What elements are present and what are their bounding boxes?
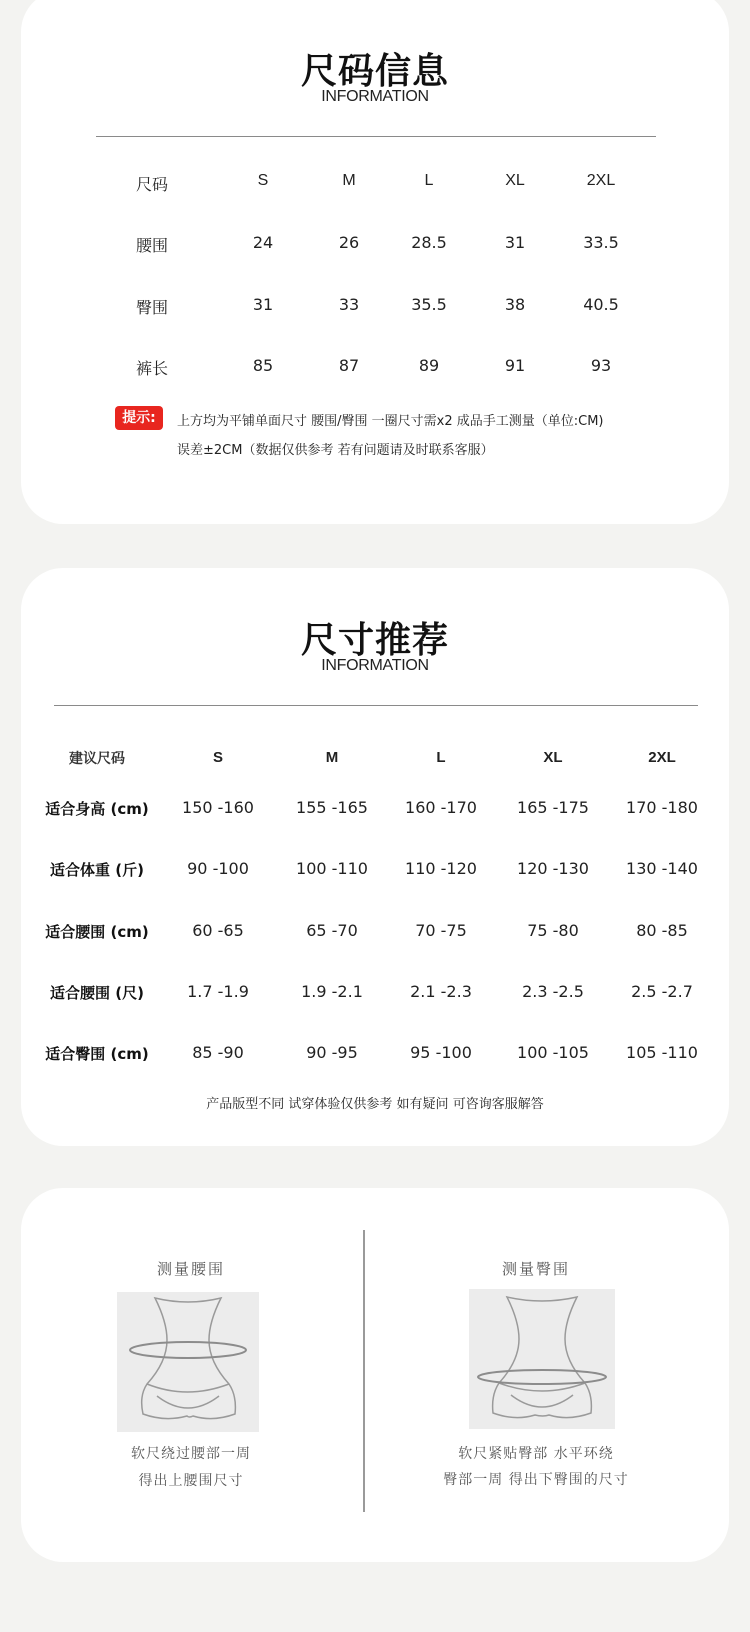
- table-header-cell: L: [424, 172, 434, 189]
- measure-hip-caption-2: 臀部一周 得出下臀围的尺寸: [443, 1472, 629, 1488]
- table-header-cell: 2XL: [586, 172, 616, 189]
- size-recommend-card: [21, 568, 729, 1146]
- table-row-label: 适合腰围 (尺): [50, 984, 144, 1002]
- table-cell: 1.9 -2.1: [301, 982, 363, 1001]
- table-cell: 31: [504, 233, 526, 252]
- table-header-cell: 建议尺码: [69, 751, 125, 767]
- tip-text-line-1: 上方均为平铺单面尺寸 腰围/臀围 一圈尺寸需x2 成品手工测量（单位:CM): [177, 414, 604, 429]
- table-cell: 65 -70: [306, 921, 358, 940]
- table-cell: 93: [590, 356, 612, 375]
- measure-guide-card: [21, 1188, 729, 1562]
- table-cell: 31: [252, 295, 274, 314]
- measure-waist-title: 测量腰围: [156, 1260, 225, 1278]
- table-row-label: 裤长: [135, 359, 169, 378]
- table-cell: 2.1 -2.3: [410, 982, 472, 1001]
- table-header-cell: 尺码: [135, 175, 169, 194]
- table-cell: 1.7 -1.9: [187, 982, 249, 1001]
- waist-measure-icon: [117, 1292, 259, 1432]
- table-row-label: 臀围: [135, 298, 169, 317]
- table-cell: 87: [338, 356, 360, 375]
- measure-waist-caption-1: 软尺绕过腰部一周: [131, 1446, 251, 1462]
- size-info-card: [21, 0, 729, 524]
- table-cell: 100 -110: [296, 859, 368, 878]
- size-recommend-subtitle: INFORMATION: [321, 657, 429, 674]
- table-cell: 2.5 -2.7: [631, 982, 693, 1001]
- size-recommend-divider: [54, 705, 698, 706]
- table-cell: 110 -120: [405, 859, 477, 878]
- table-cell: 75 -80: [527, 921, 579, 940]
- table-cell: 24: [252, 233, 274, 252]
- table-cell: 85: [252, 356, 274, 375]
- table-header-cell: 2XL: [648, 749, 676, 766]
- table-header-cell: S: [257, 172, 269, 189]
- table-row-label: 适合体重 (斤): [50, 861, 144, 879]
- table-cell: 80 -85: [636, 921, 688, 940]
- table-cell: 160 -170: [405, 798, 477, 817]
- measure-hip-caption-1: 软尺紧贴臀部 水平环绕: [458, 1446, 614, 1462]
- table-cell: 91: [504, 356, 526, 375]
- table-cell: 2.3 -2.5: [522, 982, 584, 1001]
- table-row-label: 腰围: [135, 236, 169, 255]
- table-row-label: 适合腰围 (cm): [45, 923, 149, 941]
- table-header-cell: M: [342, 172, 356, 189]
- table-cell: 105 -110: [626, 1043, 698, 1062]
- table-cell: 40.5: [583, 295, 619, 314]
- table-header-cell: XL: [543, 749, 563, 766]
- table-header-cell: M: [325, 749, 339, 766]
- table-cell: 120 -130: [517, 859, 589, 878]
- table-cell: 85 -90: [192, 1043, 244, 1062]
- measure-waist-caption-2: 得出上腰围尺寸: [138, 1473, 244, 1489]
- table-cell: 150 -160: [182, 798, 254, 817]
- table-cell: 89: [418, 356, 440, 375]
- table-cell: 170 -180: [626, 798, 698, 817]
- size-info-divider: [96, 136, 656, 137]
- size-recommend-note: 产品版型不同 试穿体验仅供参考 如有疑问 可咨询客服解答: [206, 1097, 544, 1112]
- table-cell: 38: [504, 295, 526, 314]
- tip-badge: 提示:: [115, 406, 163, 430]
- table-cell: 165 -175: [517, 798, 589, 817]
- tip-text-line-2: 误差±2CM（数据仅供参考 若有问题请及时联系客服）: [177, 443, 494, 458]
- table-cell: 60 -65: [192, 921, 244, 940]
- table-cell: 90 -95: [306, 1043, 358, 1062]
- hip-measure-icon: [469, 1289, 615, 1429]
- table-cell: 28.5: [411, 233, 447, 252]
- table-cell: 33: [338, 295, 360, 314]
- table-row-label: 适合臀围 (cm): [45, 1045, 149, 1063]
- measure-divider: [363, 1230, 365, 1512]
- table-header-cell: L: [436, 749, 446, 766]
- table-cell: 33.5: [583, 233, 619, 252]
- table-cell: 155 -165: [296, 798, 368, 817]
- size-info-title: 尺码信息: [300, 51, 449, 92]
- table-cell: 35.5: [411, 295, 447, 314]
- table-row-label: 适合身高 (cm): [45, 800, 149, 818]
- size-recommend-title: 尺寸推荐: [300, 620, 449, 661]
- measure-hip-title: 测量臀围: [501, 1260, 570, 1278]
- table-cell: 130 -140: [626, 859, 698, 878]
- table-cell: 95 -100: [410, 1043, 472, 1062]
- size-info-subtitle: INFORMATION: [321, 88, 429, 105]
- table-cell: 100 -105: [517, 1043, 589, 1062]
- table-cell: 26: [338, 233, 360, 252]
- table-cell: 70 -75: [415, 921, 467, 940]
- table-header-cell: S: [212, 749, 224, 766]
- table-header-cell: XL: [505, 172, 525, 189]
- table-cell: 90 -100: [187, 859, 249, 878]
